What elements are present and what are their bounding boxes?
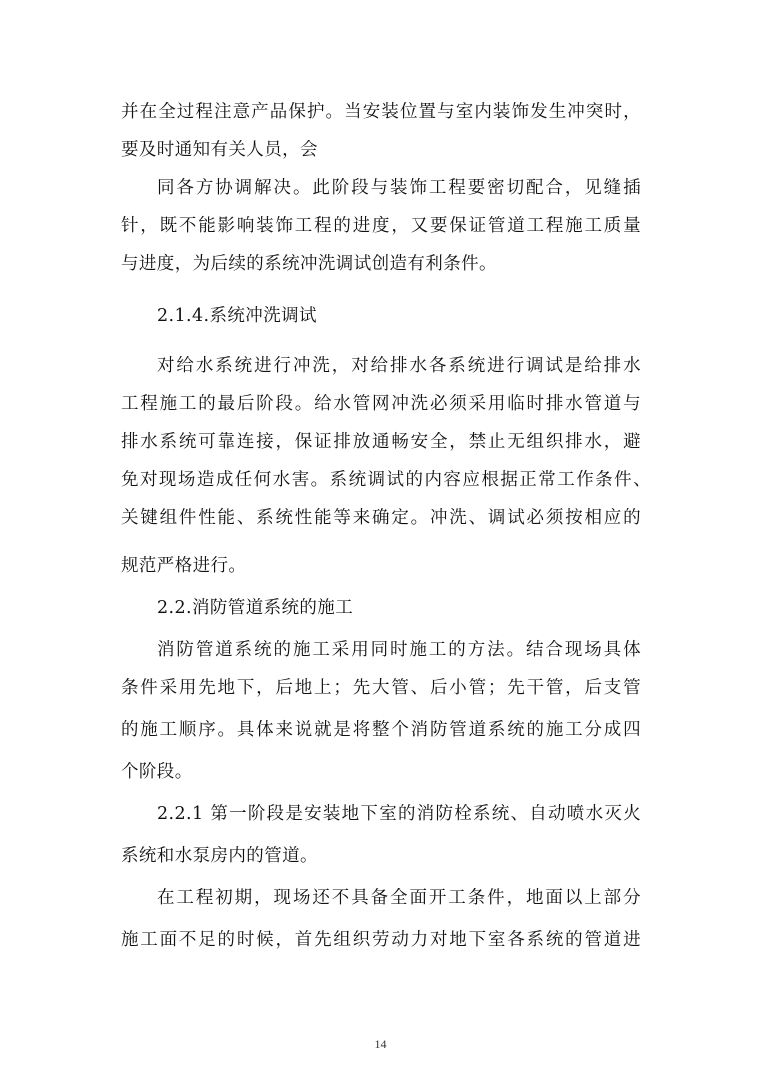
paragraph-line: 对给水系统进行冲洗，对给排水各系统进行调试是给排水 — [157, 356, 641, 376]
paragraph-line: 施工面不足的时候，首先组织劳动力对地下室各系统的管道进 — [121, 930, 641, 950]
paragraph-line: 消防管道系统的施工采用同时施工的方法。结合现场具体 — [157, 640, 641, 660]
paragraph-line: 系统和水泵房内的管道。 — [121, 846, 318, 866]
section-heading-2-2: 2.2.消防管道系统的施工 — [157, 598, 354, 618]
paragraph-line: 工程施工的最后阶段。给水管网冲洗必须采用临时排水管道与 — [121, 394, 641, 414]
section-heading-2-2-1: 2.2.1 第一阶段是安装地下室的消防栓系统、自动喷水灭火 — [157, 804, 641, 824]
paragraph-line: 免对现场造成任何水害。系统调试的内容应根据正常工作条件、 — [121, 470, 651, 490]
paragraph-line: 关键组件性能、系统性能等来确定。冲洗、调试必须按相应的 — [121, 508, 641, 528]
paragraph-line: 要及时通知有关人员，会 — [121, 140, 318, 160]
paragraph-line: 针，既不能影响装饰工程的进度，又要保证管道工程施工质量 — [121, 216, 641, 236]
paragraph-line: 条件采用先地下，后地上；先大管、后小管；先干管，后支管 — [121, 678, 641, 698]
paragraph-line: 的施工顺序。具体来说就是将整个消防管道系统的施工分成四 — [121, 720, 641, 740]
paragraph-line: 排水系统可靠连接，保证排放通畅安全，禁止无组织排水，避 — [121, 432, 641, 452]
paragraph-line: 同各方协调解决。此阶段与装饰工程要密切配合，见缝插 — [157, 178, 641, 198]
paragraph-line: 规范严格进行。 — [121, 556, 247, 576]
paragraph-line: 在工程初期，现场还不具备全面开工条件，地面以上部分 — [157, 888, 641, 908]
paragraph-line: 个阶段。 — [121, 762, 193, 782]
paragraph-line: 并在全过程注意产品保护。当安装位置与室内装饰发生冲突时， — [121, 102, 641, 122]
paragraph-line: 与进度，为后续的系统冲洗调试创造有利条件。 — [121, 254, 497, 274]
section-heading-2-1-4: 2.1.4.系统冲洗调试 — [157, 306, 317, 326]
page-number: 14 — [374, 1037, 387, 1051]
